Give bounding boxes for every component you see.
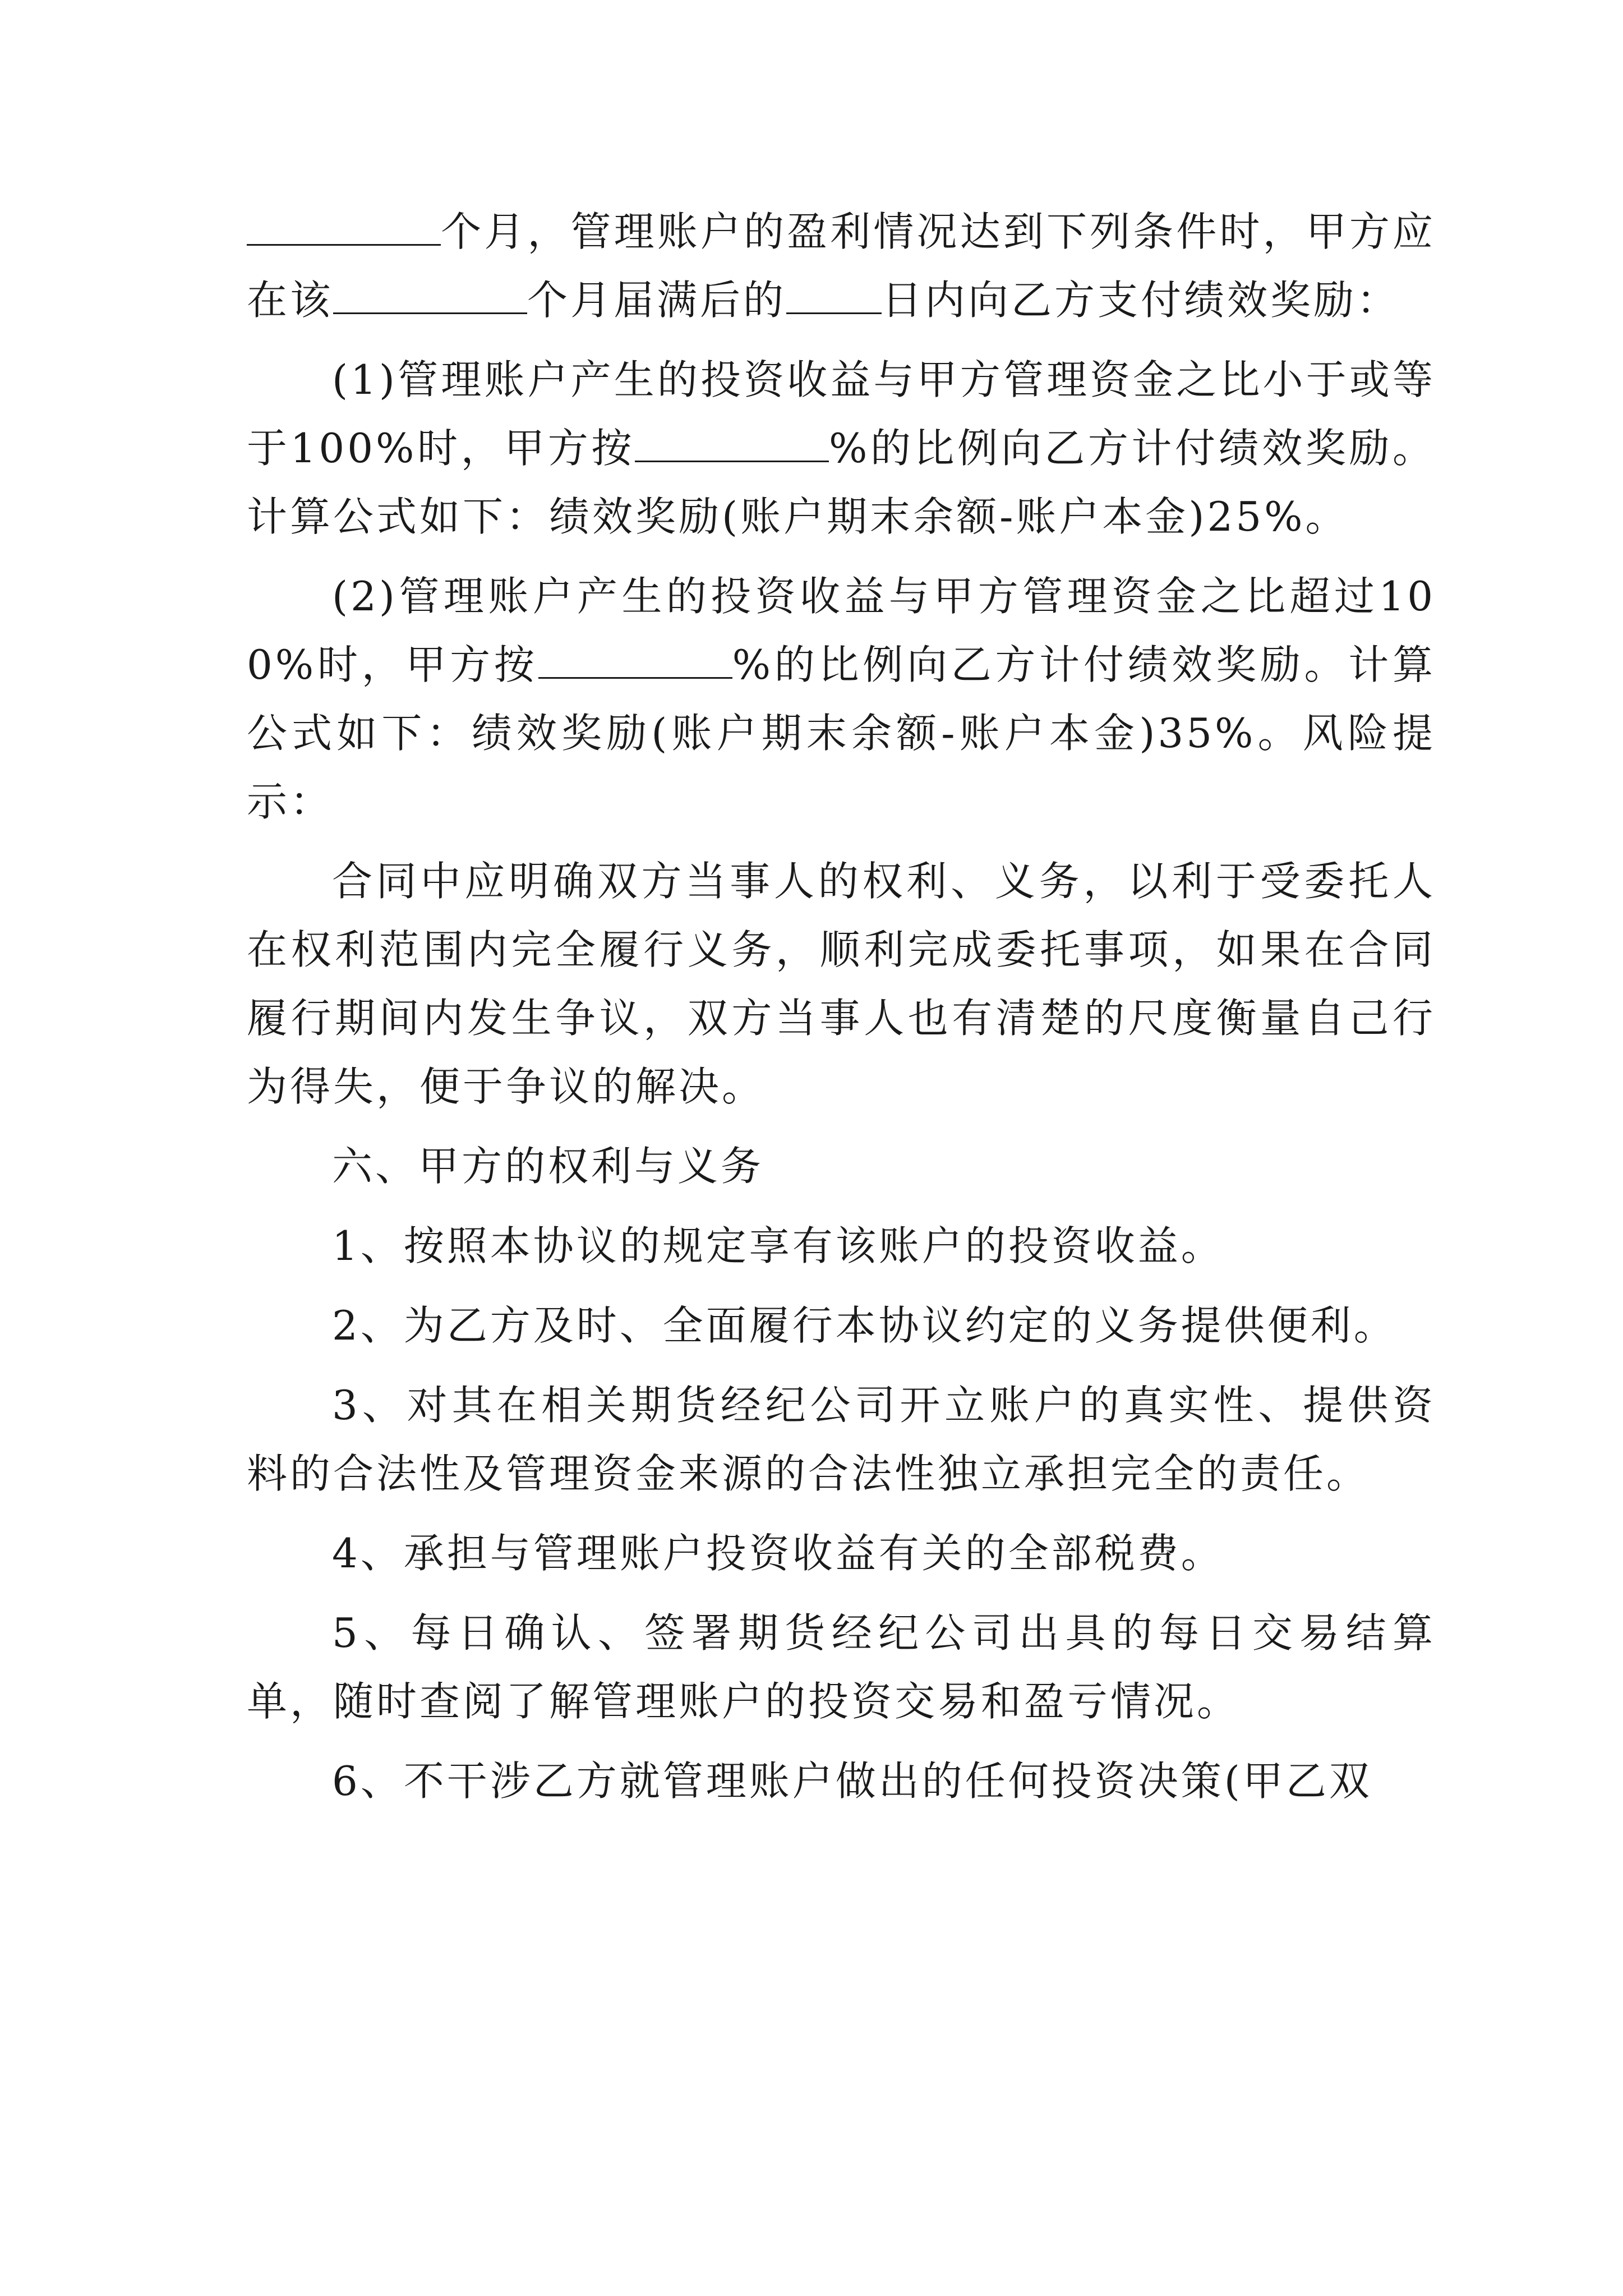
paragraph-text: 个月届满后的 [527, 277, 787, 324]
clause-3: 3、对其在相关期货经纪公司开立账户的真实性、提供资料的合法性及管理资金来源的合法性独立承担完全的责任。 [247, 1382, 1436, 1497]
paragraph-text: (1)管理账户产生的投资收益与甲方管理资金之比小于或等于100%时，甲方按 [247, 356, 1436, 472]
blank-field-months-2 [333, 270, 527, 314]
paragraph-text: %的比例向乙方计付绩效奖励。计算公式如下：绩效奖励(账户期末余额-账户本金)25%。 [247, 425, 1436, 540]
clause-4: 4、承担与管理账户投资收益有关的全部税费。 [332, 1530, 1224, 1577]
clause-1: 1、按照本协议的规定享有该账户的投资收益。 [332, 1222, 1224, 1269]
document-body [247, 197, 1436, 1826]
blank-field-days [786, 270, 882, 314]
blank-field-percent-2 [538, 634, 732, 679]
clause-5: 5、每日确认、签署期货经纪公司出具的每日交易结算单，随时查阅了解管理账户的投资交易和盈亏情况。 [247, 1609, 1436, 1725]
blank-field-months [247, 201, 441, 246]
paragraph-text: (2)管理账户产生的投资收益与甲方管理资金之比超过100%时，甲方按 [247, 573, 1436, 688]
section-heading-party-a-rights: 六、甲方的权利与义务 [332, 1143, 764, 1190]
paragraph-condition-2 [247, 562, 1436, 836]
paragraph-performance-period [247, 197, 1436, 334]
clause-6: 6、不干涉乙方就管理账户做出的任何投资决策(甲乙双 [332, 1757, 1372, 1805]
paragraph-text: 日内向乙方支付绩效奖励： [882, 277, 1400, 324]
paragraph-risk-note: 合同中应明确双方当事人的权利、义务，以利于受委托人在权利范围内完全履行义务，顺利完成委托事项，如果在合同履行期间内发生争议，双方当事人也有清楚的尺度衡量自己行为得失，便于争议的解决。 [247, 858, 1436, 1110]
paragraph-condition-1 [247, 346, 1436, 551]
blank-field-percent-1 [635, 418, 829, 462]
clause-2: 2、为乙方及时、全面履行本协议约定的义务提供便利。 [332, 1302, 1397, 1349]
paragraph-text: %的比例向乙方计付绩效奖励。计算公式如下：绩效奖励(账户期末余额-账户本金)35%。风险提示： [247, 641, 1436, 825]
paragraph-text: 个月，管理账户的盈利情况达到下列条件时，甲方应在该 [247, 208, 1436, 324]
